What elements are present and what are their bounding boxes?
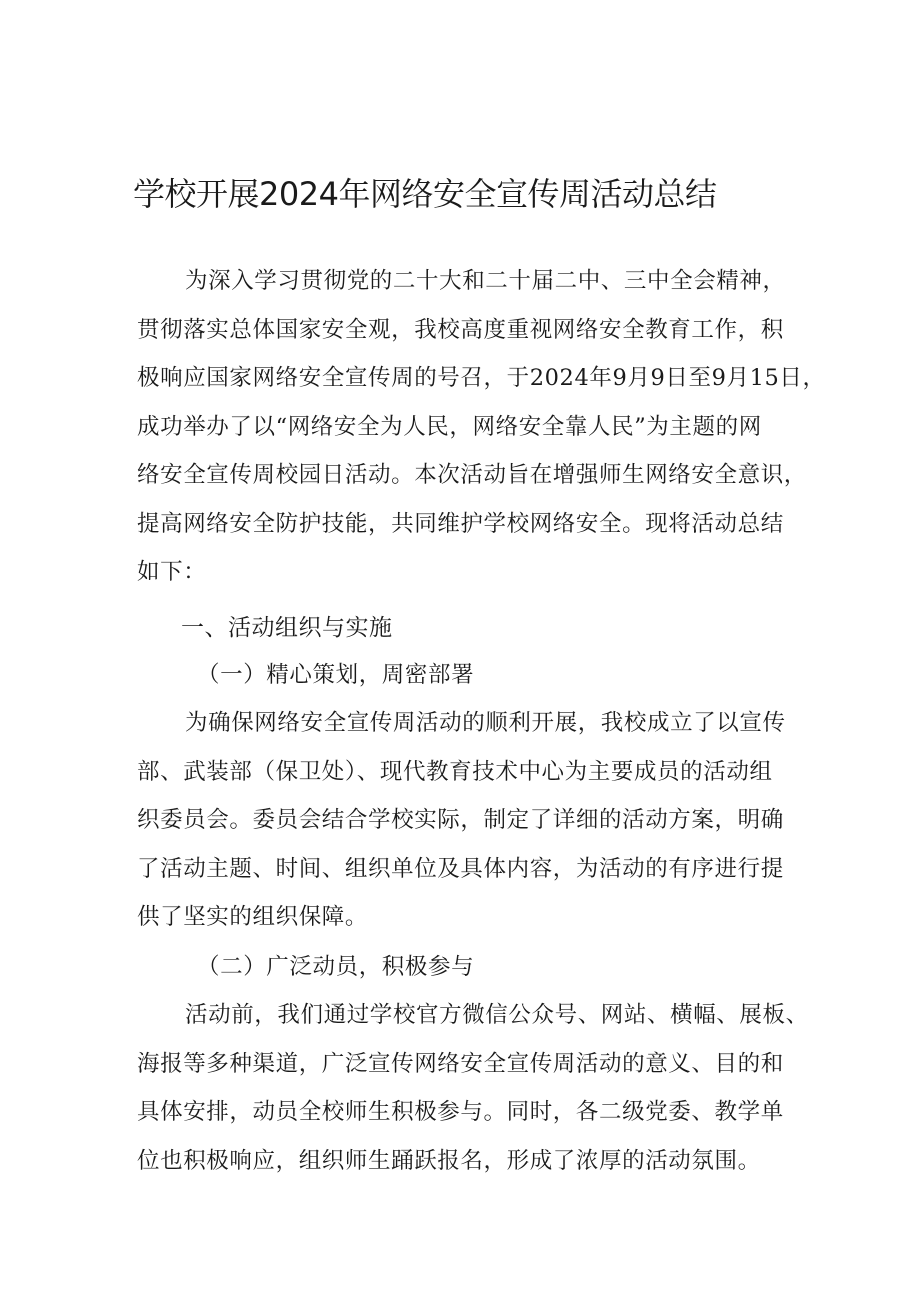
sub2-line-3: 具体安排，动员全校师生积极参与。同时，各二级党委、教学单 xyxy=(137,1099,784,1125)
subsection-heading-2: （二）广泛动员，积极参与 xyxy=(197,954,475,980)
subsection-2-paragraph xyxy=(0,991,809,1185)
sub2-line-1: 活动前，我们通过学校官方微信公众号、网站、横幅、展板、 xyxy=(185,1002,809,1028)
subsection-heading-1: （一）精心策划，周密部署 xyxy=(197,662,475,688)
sub1-line-3: 织委员会。委员会结合学校实际，制定了详细的活动方案，明确 xyxy=(137,807,784,833)
sub1-line-5: 供了坚实的组织保障。 xyxy=(137,904,369,930)
intro-line-4: 成功举办了以“网络安全为人民，网络安全靠人民”为主题的网 xyxy=(137,413,762,440)
sub2-line-2: 海报等多种渠道，广泛宣传网络安全宣传周活动的意义、目的和 xyxy=(137,1050,784,1077)
sub1-line-2: 部、武装部（保卫处）、现代教育技术中心为主要成员的活动组 xyxy=(137,758,773,785)
intro-line-2: 贯彻落实总体国家安全观，我校高度重视网络安全教育工作，积 xyxy=(137,316,784,343)
sub2-line-4: 位也积极响应，组织师生踊跃报名，形成了浓厚的活动氛围。 xyxy=(137,1147,761,1174)
sub1-line-4: 了活动主题、时间、组织单位及具体内容，为活动的有序进行提 xyxy=(137,855,784,882)
intro-line-5: 络安全宣传周校园日活动。本次活动旨在增强师生网络安全意识， xyxy=(137,462,807,488)
intro-line-6: 提高网络安全防护技能，共同维护学校网络安全。现将活动总结 xyxy=(137,510,784,537)
intro-line-3: 极响应国家网络安全宣传周的号召，于2024年9月9日至9月15日， xyxy=(137,365,826,391)
section-heading-1: 一、活动组织与实施 xyxy=(181,615,393,641)
intro-line-7: 如下： xyxy=(137,559,207,585)
sub1-line-1: 为确保网络安全宣传周活动的顺利开展，我校成立了以宣传 xyxy=(185,710,786,736)
subsection-1-paragraph xyxy=(0,699,786,942)
intro-line-1: 为深入学习贯彻党的二十大和二十届二中、三中全会精神， xyxy=(185,268,786,294)
intro-paragraph xyxy=(0,257,826,597)
document-title: 学校开展2024年网络安全宣传周活动总结 xyxy=(133,175,717,213)
